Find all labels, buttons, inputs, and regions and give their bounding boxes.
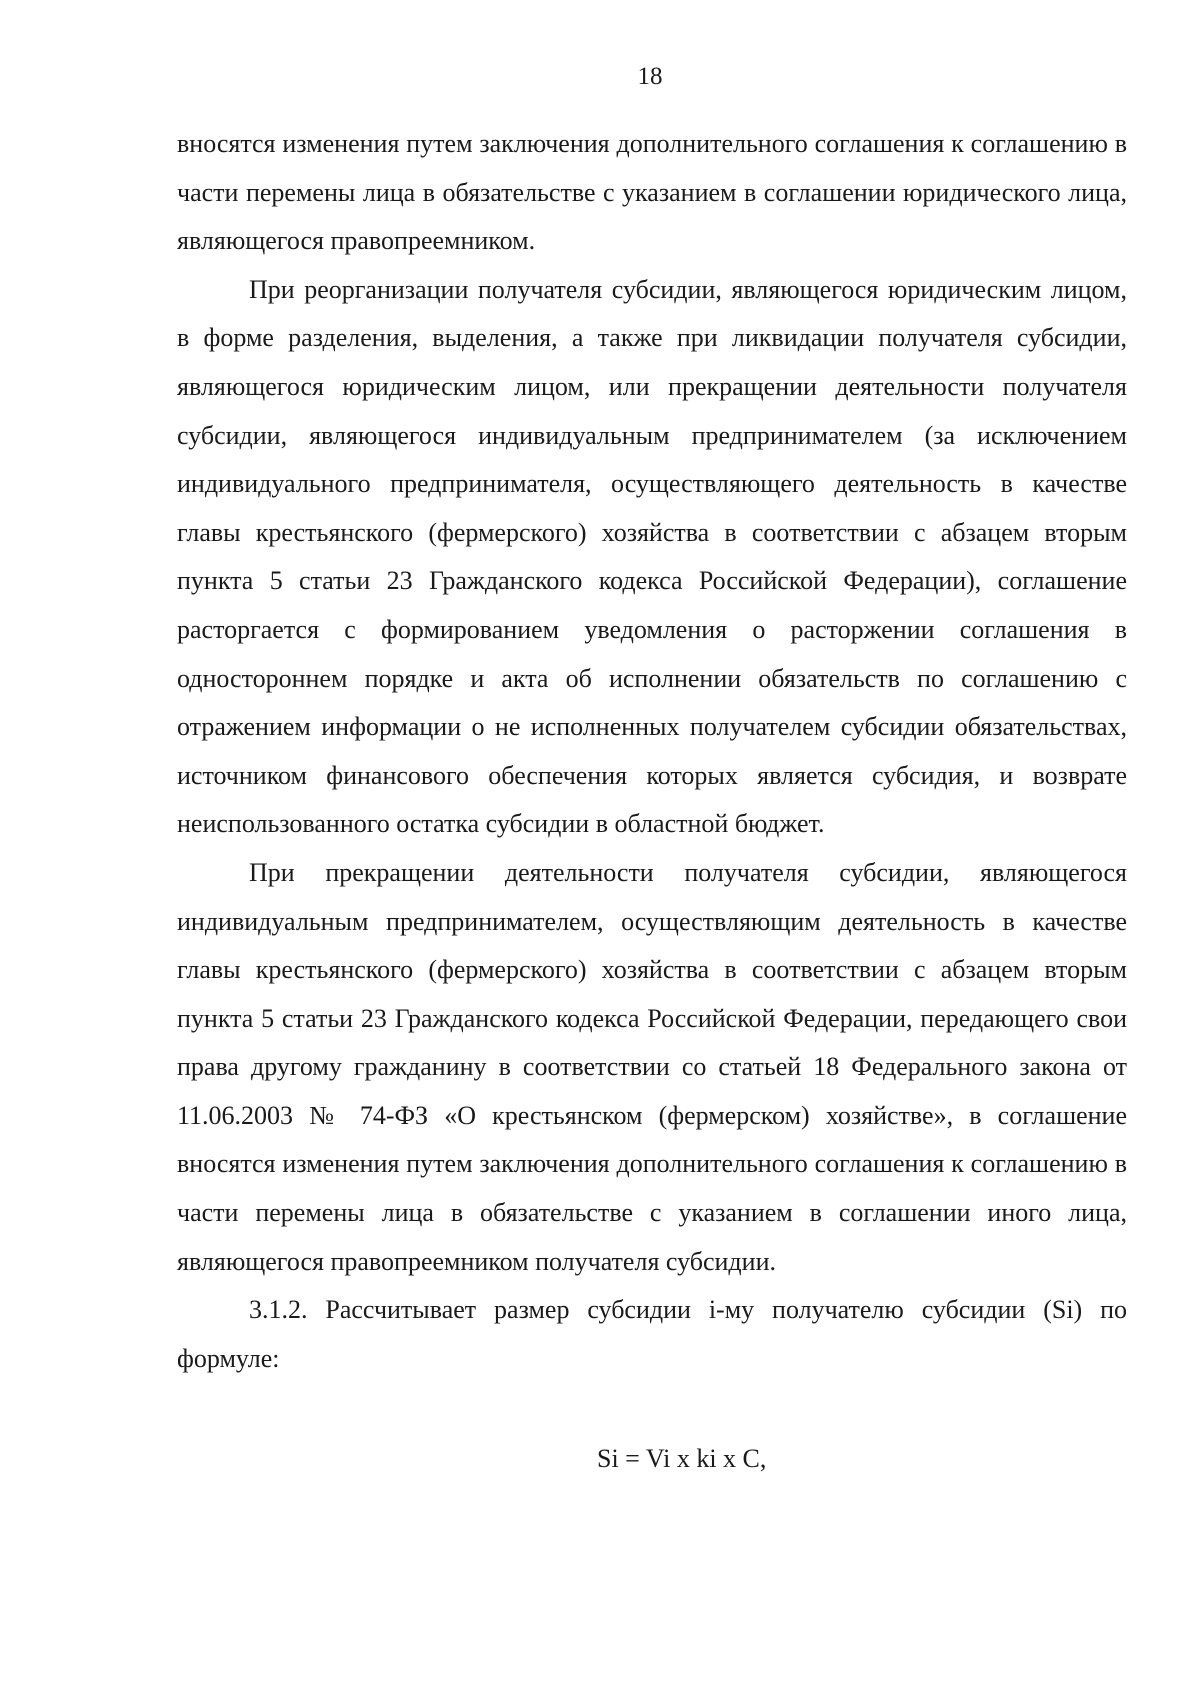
paragraph-reorganization: При реорганизации получателя субсидии, являющегося юридическим лицом, в форме разделения, выделения, а также при ликвидации получателя субсидии, являющегося юридическим лицом, или прекращении деятельности получателя субсидии, являющегося индивидуальным предпринимателем (за исключением индивидуального предпринимателя, осуществляющего деятельность в качестве главы крестьянского (фермерского) хозяйства в соответствии с абзацем вторым пункта 5 статьи 23 Гражданского кодекса Российской Федерации), соглашение расторгается с формированием уведомления о расторжении соглашения в одностороннем порядке и акта об исполнении обязательств по соглашению с отражением информации о не исполненных получателем субсидии обязательствах, источником финансового обеспечения которых является субсидия, и возврате неиспользованного остатка субсидии в областной бюджет. [177,274,1127,839]
subsidy-formula: Si = Vi x ki x C, [597,1444,767,1474]
page-number: 18 [637,63,663,90]
document-body [177,120,1127,1483]
paragraph-continuation: вносятся изменения путем заключения дополнительного соглашения к соглашению в части перемены лица в обязательстве с указанием в соглашении юридического лица, являющегося правопреемником. [177,129,1127,256]
paragraph-calculation: 3.1.2. Рассчитывает размер субсидии i-му получателю субсидии (Si) по формуле: [177,1295,1127,1373]
paragraph-termination: При прекращении деятельности получателя субсидии, являющегося индивидуальным предпринимателем, осуществляющим деятельность в качестве главы крестьянского (фермерского) хозяйства в соответствии с абзацем вторым пункта 5 статьи 23 Гражданского кодекса Российской Федерации, передающего свои права другому гражданину в соответствии со статьей 18 Федерального закона от 11.06.2003 № 74-ФЗ «О крестьянском (фермерском) хозяйстве», в соглашение вносятся изменения путем заключения дополнительного соглашения к соглашению в части перемены лица в обязательстве с указанием в соглашении иного лица, являющегося правопреемником получателя субсидии. [177,857,1127,1276]
